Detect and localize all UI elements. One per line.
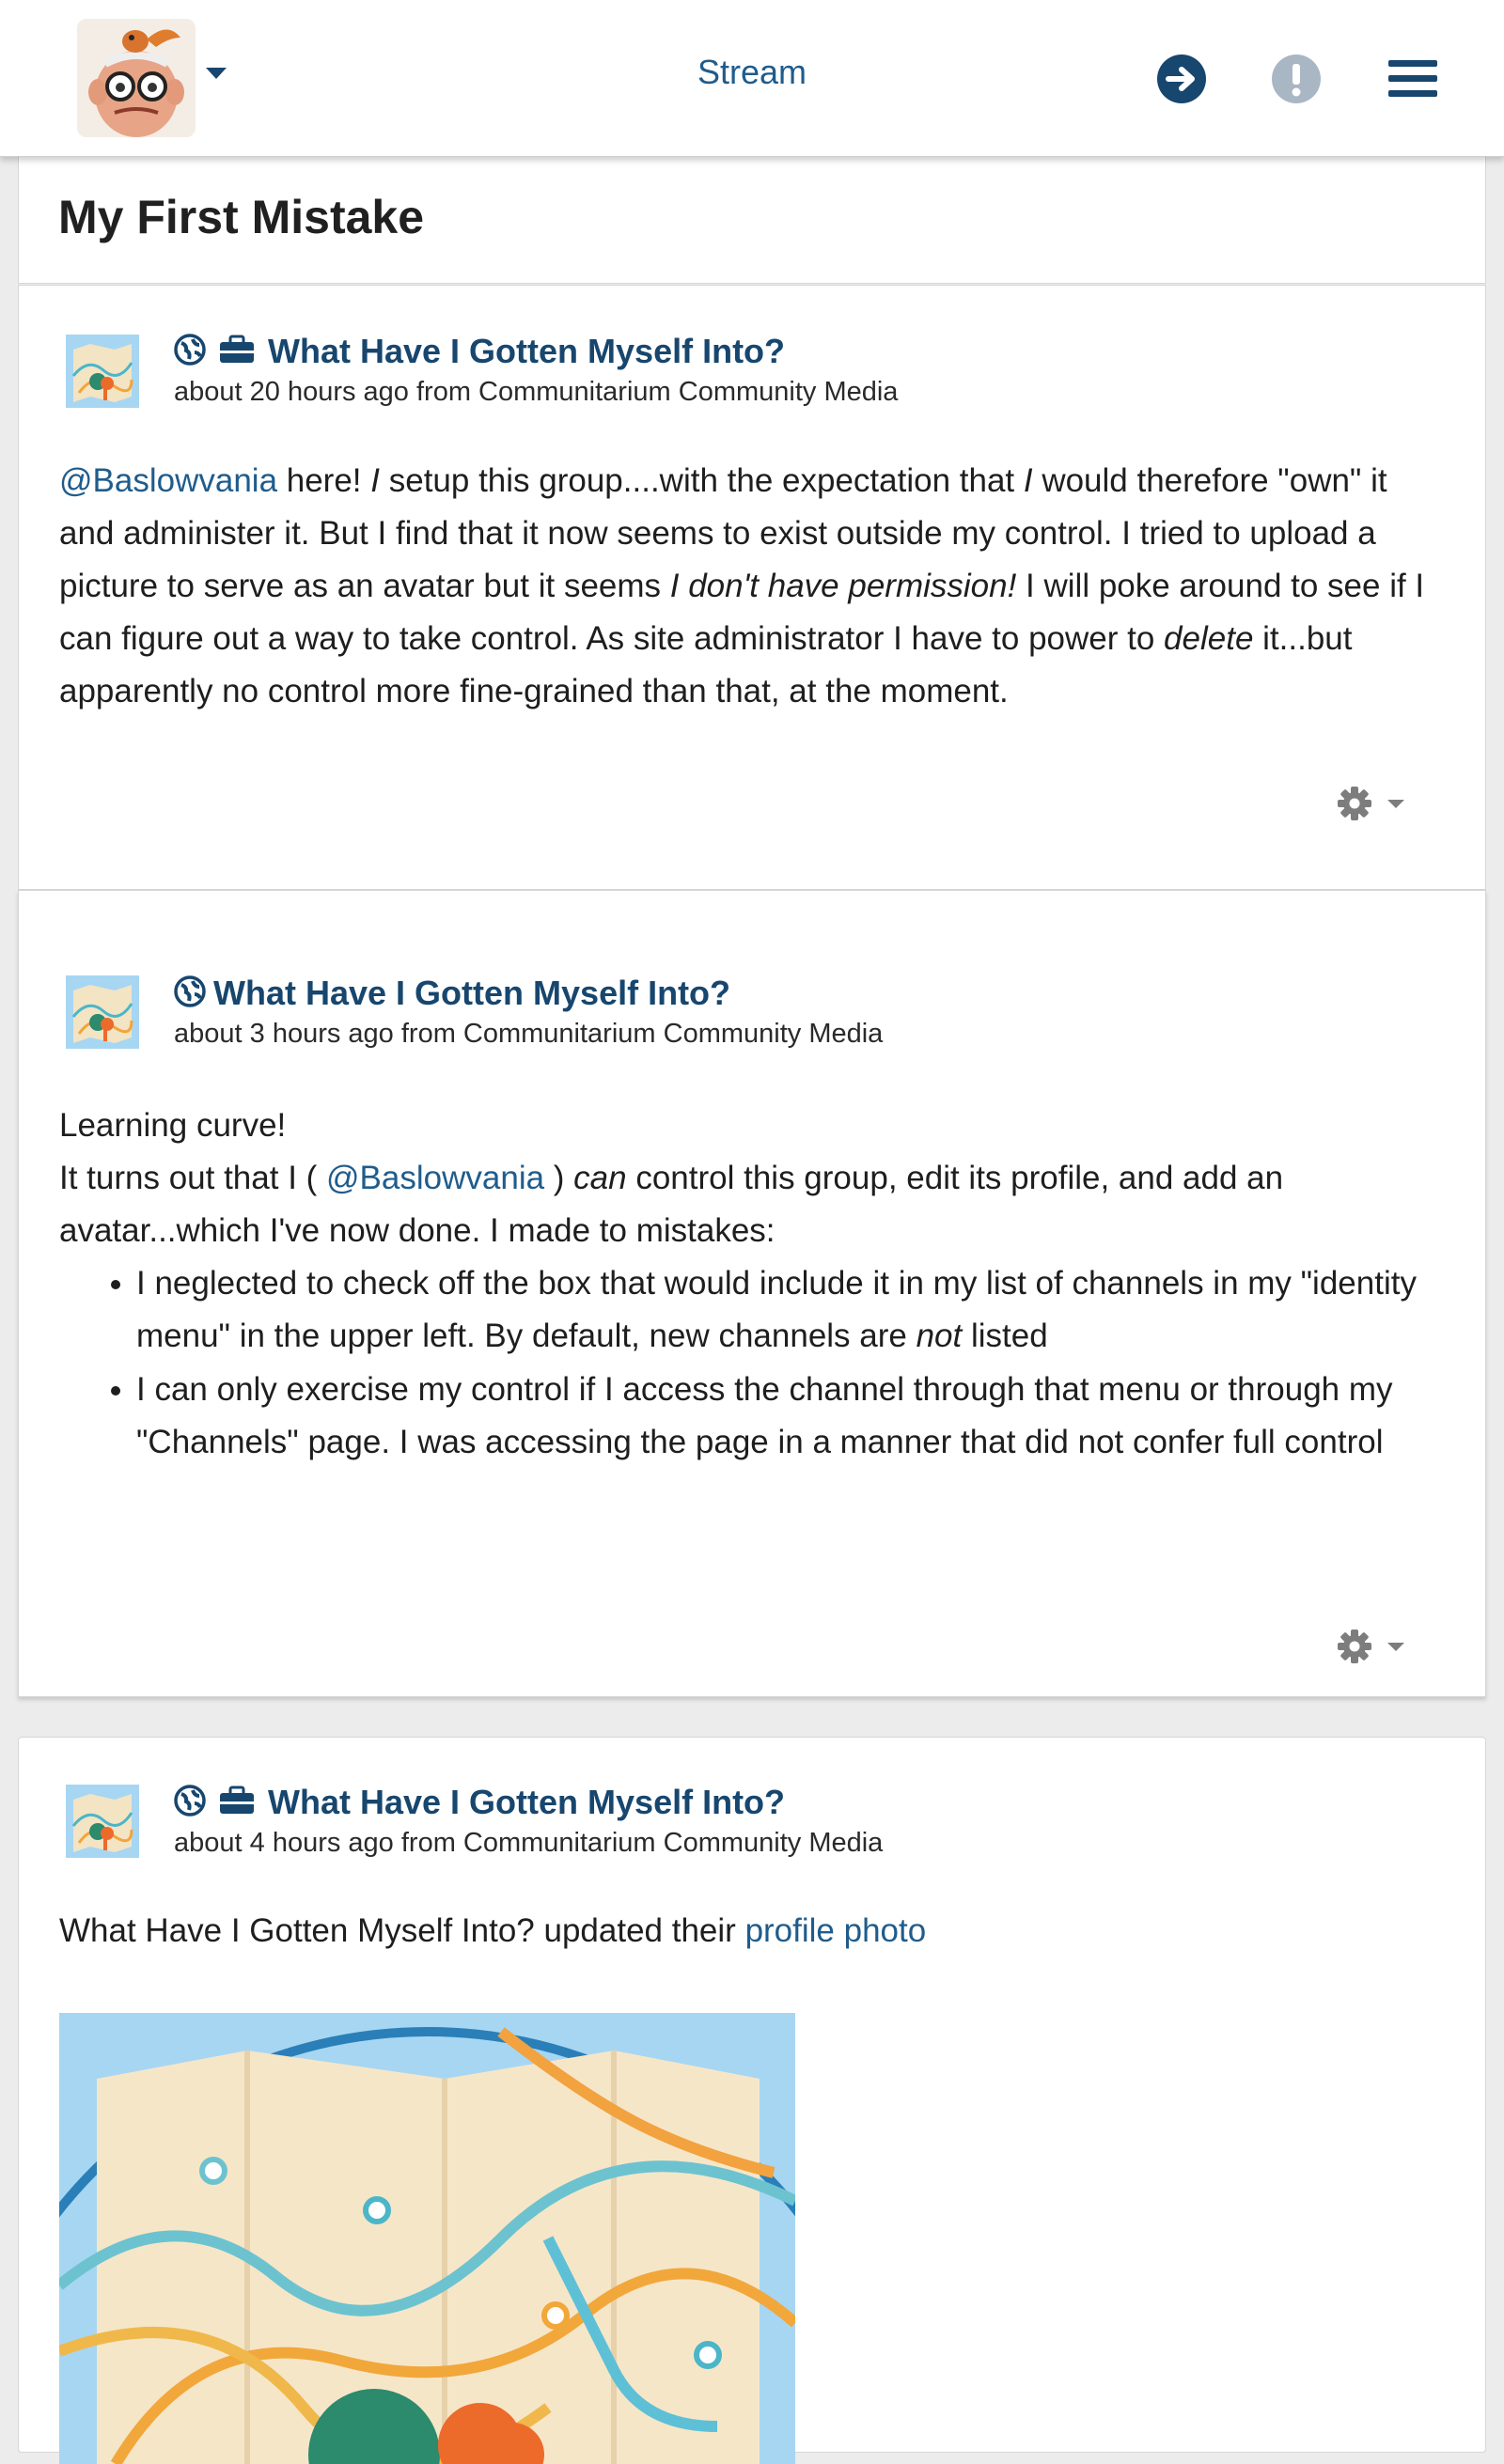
globe-icon [174, 1785, 206, 1821]
post-header [174, 330, 1448, 408]
body-text: it...but apparently no control more fine-grained than that, at the moment. [59, 620, 1353, 710]
channel-avatar[interactable] [66, 975, 139, 1049]
post-settings-menu[interactable] [1335, 784, 1410, 821]
caret-down-icon [1387, 1643, 1404, 1651]
page-header-card [18, 156, 1486, 284]
body-text: setup this group....with the expectation that [380, 462, 1024, 499]
post-meta: about 3 hours ago from Communitarium Community Media [174, 1019, 884, 1049]
post-title-link[interactable]: What Have I Gotten Myself Into? [213, 974, 731, 1012]
arrow-circle-right-icon[interactable] [1155, 53, 1208, 105]
post-meta: about 4 hours ago from Communitarium Community Media [174, 1828, 884, 1858]
briefcase-icon [219, 335, 255, 369]
post-body [59, 455, 1448, 718]
globe-icon [174, 975, 206, 1012]
mention-link[interactable]: @Baslowvania [59, 462, 278, 499]
post-card [18, 285, 1486, 890]
gear-icon [1335, 784, 1374, 823]
body-emphasis: I [370, 462, 380, 499]
post-title-link[interactable]: What Have I Gotten Myself Into? [268, 332, 786, 370]
post-card [18, 1737, 1486, 2453]
body-text: listed [962, 1318, 1048, 1354]
map-avatar-image [66, 335, 139, 408]
avatar-image [77, 19, 196, 137]
body-emphasis: I don't have permission! [669, 568, 1017, 604]
body-emphasis: I [1023, 462, 1033, 499]
post-card [18, 890, 1486, 1697]
profile-photo-link[interactable]: profile photo [744, 1912, 927, 1949]
body-text: I will poke around to see if I can figure out a way to take control. As site administrator I have to power to [59, 568, 1425, 657]
post-body [59, 1099, 1448, 1470]
body-text: control this group, edit its profile, and add an avatar...which I've now done. I made to mistakes: [59, 1160, 1284, 1249]
body-text: It turns out that I ( [59, 1160, 327, 1196]
body-text: would therefore "own" it and administer it. But I find that it now seems to exist outside my control. I tried to upload a picture to serve as an avatar but it seems [59, 462, 1387, 604]
map-avatar-image [66, 975, 139, 1049]
body-text: here! [277, 462, 371, 499]
post-meta: about 20 hours ago from Communitarium Community Media [174, 377, 899, 407]
channel-avatar[interactable] [66, 335, 139, 408]
list-item [136, 1257, 1448, 1363]
post-body [59, 1905, 1448, 1957]
exclamation-circle-icon[interactable] [1270, 53, 1323, 105]
post-header [174, 972, 1448, 1050]
briefcase-icon [219, 1786, 255, 1820]
post-header [174, 1781, 1448, 1859]
user-avatar[interactable] [77, 19, 196, 137]
hamburger-menu-icon[interactable] [1386, 53, 1439, 105]
body-emphasis: can [573, 1160, 627, 1196]
body-line: Learning curve! [59, 1107, 287, 1144]
map-avatar-image [66, 1785, 139, 1858]
body-text: I neglected to check off the box that would include it in my list of channels in my "identity menu" in the upper left. By default, new channels are [136, 1265, 1417, 1354]
mistakes-list [59, 1257, 1448, 1469]
top-navbar [0, 0, 1504, 157]
body-text: What Have I Gotten Myself Into? updated their [59, 1912, 745, 1949]
post-settings-menu[interactable] [1335, 1627, 1410, 1664]
channel-avatar[interactable] [66, 1785, 139, 1858]
body-emphasis: not [916, 1318, 963, 1354]
caret-down-icon [1387, 800, 1404, 808]
gear-icon [1335, 1627, 1374, 1666]
profile-photo-image[interactable] [59, 2013, 795, 2464]
list-item: • I can only exercise my control if I access the channel through that menu or through my "Channels" page. I was accessing the page in a manner that did not confer full control [136, 1364, 1448, 1469]
post-title-link[interactable]: What Have I Gotten Myself Into? [268, 1783, 786, 1821]
globe-icon [174, 334, 206, 370]
page-title: My First Mistake [58, 191, 425, 243]
mention-link[interactable]: @Baslowvania [326, 1160, 545, 1196]
body-text: ) [544, 1160, 574, 1196]
body-emphasis: delete [1164, 620, 1254, 657]
identity-menu-caret-icon[interactable] [206, 68, 227, 79]
nav-title[interactable]: Stream [697, 53, 807, 91]
